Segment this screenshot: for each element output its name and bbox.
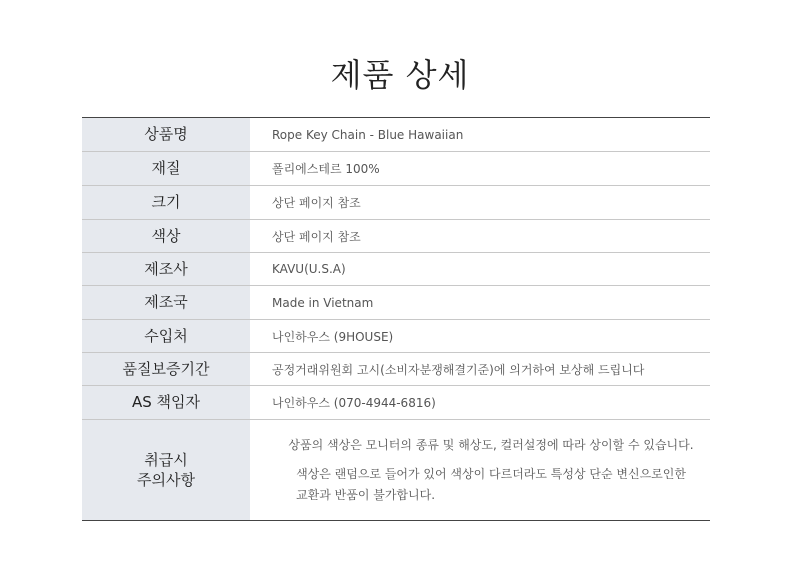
notice-text-2 <box>296 464 686 506</box>
table-row-as-manager <box>82 386 710 420</box>
row-value: KAVU(U.S.A) <box>272 262 346 276</box>
table-row-color <box>82 220 710 253</box>
row-value: 공정거래위원회 고시(소비자분쟁해결기준)에 의거하여 보상해 드립니다 <box>272 362 645 377</box>
notice-text-2-line2: 교환과 반품이 불가합니다. <box>296 487 436 502</box>
row-value: Made in Vietnam <box>272 295 374 310</box>
row-label: 색상 <box>82 220 250 252</box>
table-row-manufacturer <box>82 253 710 286</box>
row-label: 제조국 <box>82 286 250 319</box>
row-value: 나인하우스 (9HOUSE) <box>272 329 394 344</box>
table-row-country <box>82 286 710 320</box>
notice-label-line2: 주의사항 <box>137 471 195 489</box>
table-row-material <box>82 152 710 186</box>
row-value: 상단 페이지 참조 <box>272 229 361 244</box>
notice-label-line1: 취급시 <box>144 450 188 469</box>
page-title: 제품 상세 <box>330 56 470 94</box>
row-label: 상품명 <box>82 118 250 151</box>
row-value: 나인하우스 (070-4944-6816) <box>272 396 436 410</box>
notice-text <box>250 420 710 520</box>
table-row-warranty <box>82 353 710 386</box>
row-label: 수입처 <box>82 320 250 352</box>
row-value: 폴리에스테르 100% <box>272 162 380 176</box>
row-label: 크기 <box>82 186 250 219</box>
table-row-size <box>82 186 710 220</box>
row-label: AS 책임자 <box>82 386 250 419</box>
table-row-importer <box>82 320 710 353</box>
row-label: 품질보증기간 <box>82 353 250 385</box>
row-label-notice <box>82 420 250 520</box>
notice-text-1: 상품의 색상은 모니터의 종류 및 해상도, 컬러설정에 따라 상이할 수 있습니다. <box>288 437 694 452</box>
row-label: 재질 <box>82 152 250 185</box>
table-row-product-name <box>82 118 710 152</box>
product-spec-table <box>82 117 710 521</box>
row-value: Rope Key Chain - Blue Hawaiian <box>272 127 464 142</box>
notice-text-2-line1: 색상은 랜덤으로 들어가 있어 색상이 다르더라도 특성상 단순 변신으로인한 <box>296 466 686 481</box>
table-row-handling-notice <box>82 420 710 520</box>
row-value: 상단 페이지 참조 <box>272 196 361 210</box>
row-label: 제조사 <box>82 253 250 285</box>
